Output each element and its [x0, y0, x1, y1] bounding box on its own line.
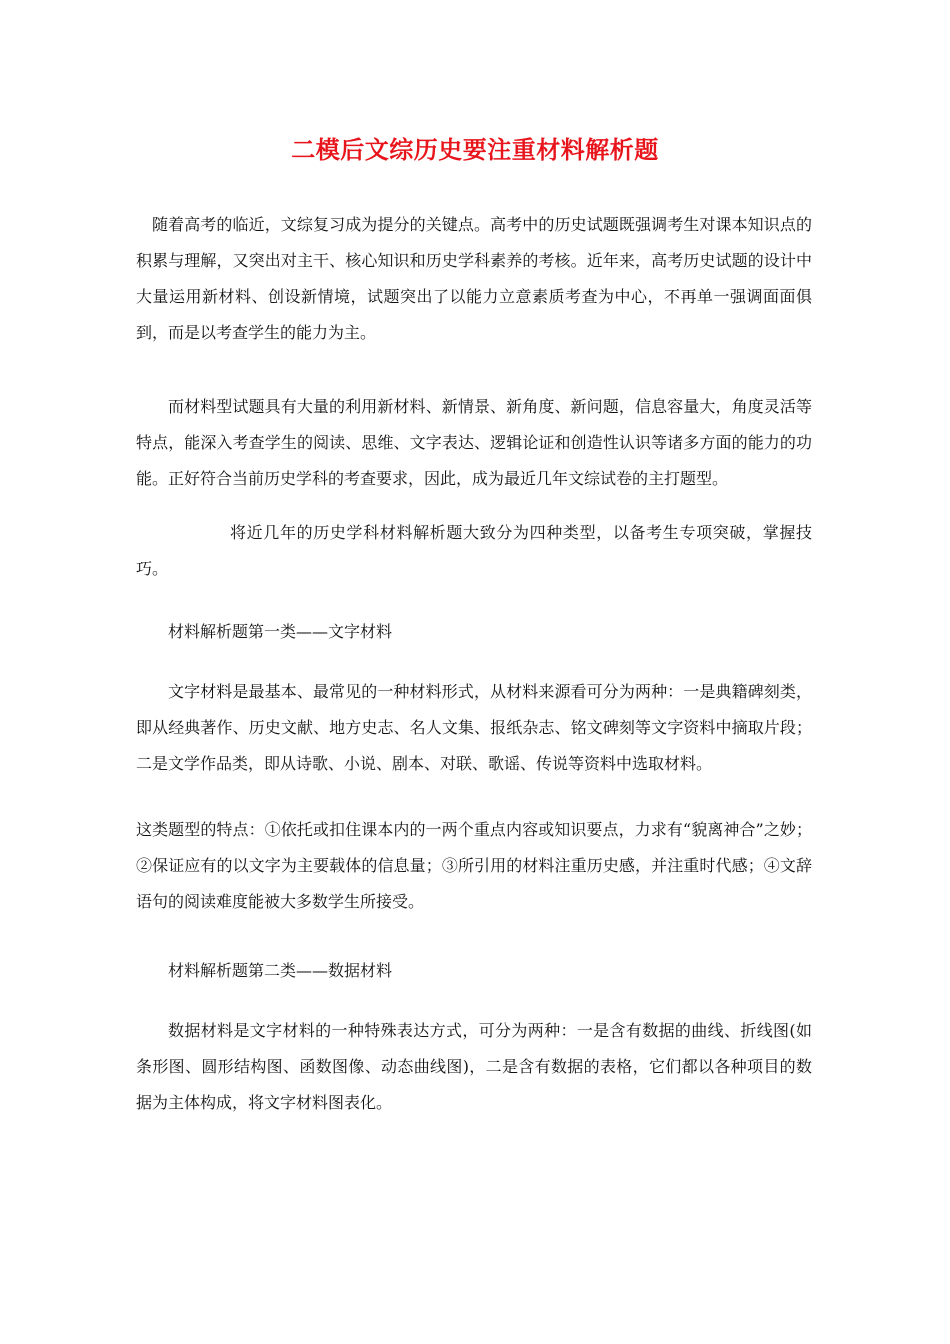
paragraph-intro: 随着高考的临近，文综复习成为提分的关键点。高考中的历史试题既强调考生对课本知识点的积累与理解，又突出对主干、核心知识和历史学科素养的考核。近年来，高考历史试题的设计中大量运用新材料、创设新情境，试题突出了以能力立意素质考查为中心，不再单一强调面面俱到，而是以考查学生的能力为主。 [136, 215, 812, 342]
paragraph-text-material-features: 这类题型的特点：①依托或扣住课本内的一两个重点内容或知识要点，力求有“貌离神合”之妙；②保证应有的以文字为主要载体的信息量；③所引用的材料注重历史感，并注重时代感；④文辞语句的阅读难度能被大多数学生所接受。 [136, 820, 812, 911]
paragraph-text-material: 文字材料是最基本、最常见的一种材料形式，从材料来源看可分为两种：一是典籍碑刻类，即从经典著作、历史文献、地方史志、名人文集、报纸杂志、铭文碑刻等文字资料中摘取片段；二是文学作品类，即从诗歌、小说、剧本、对联、歌谣、传说等资料中选取材料。 [136, 682, 812, 773]
paragraph-material-questions: 而材料型试题具有大量的利用新材料、新情景、新角度、新问题，信息容量大，角度灵活等特点，能深入考查学生的阅读、思维、文字表达、逻辑论证和创造性认识等诸多方面的能力的功能。正好符合当前历史学科的考查要求，因此，成为最近几年文综试卷的主打题型。 [136, 397, 812, 488]
paragraph-four-types: 将近几年的历史学科材料解析题大致分为四种类型，以备考生专项突破，掌握技巧。 [136, 523, 812, 578]
document-title: 二模后文综历史要注重材料解析题 [291, 136, 659, 164]
section-heading-text-material: 材料解析题第一类——文字材料 [168, 622, 393, 641]
section-heading-data-material: 材料解析题第二类——数据材料 [168, 961, 393, 980]
paragraph-data-material: 数据材料是文字材料的一种特殊表达方式，可分为两种：一是含有数据的曲线、折线图(如条形图、圆形结构图、函数图像、动态曲线图)，二是含有数据的表格，它们都以各种项目的数据为主体构成，将文字材料图表化。 [136, 1021, 812, 1112]
